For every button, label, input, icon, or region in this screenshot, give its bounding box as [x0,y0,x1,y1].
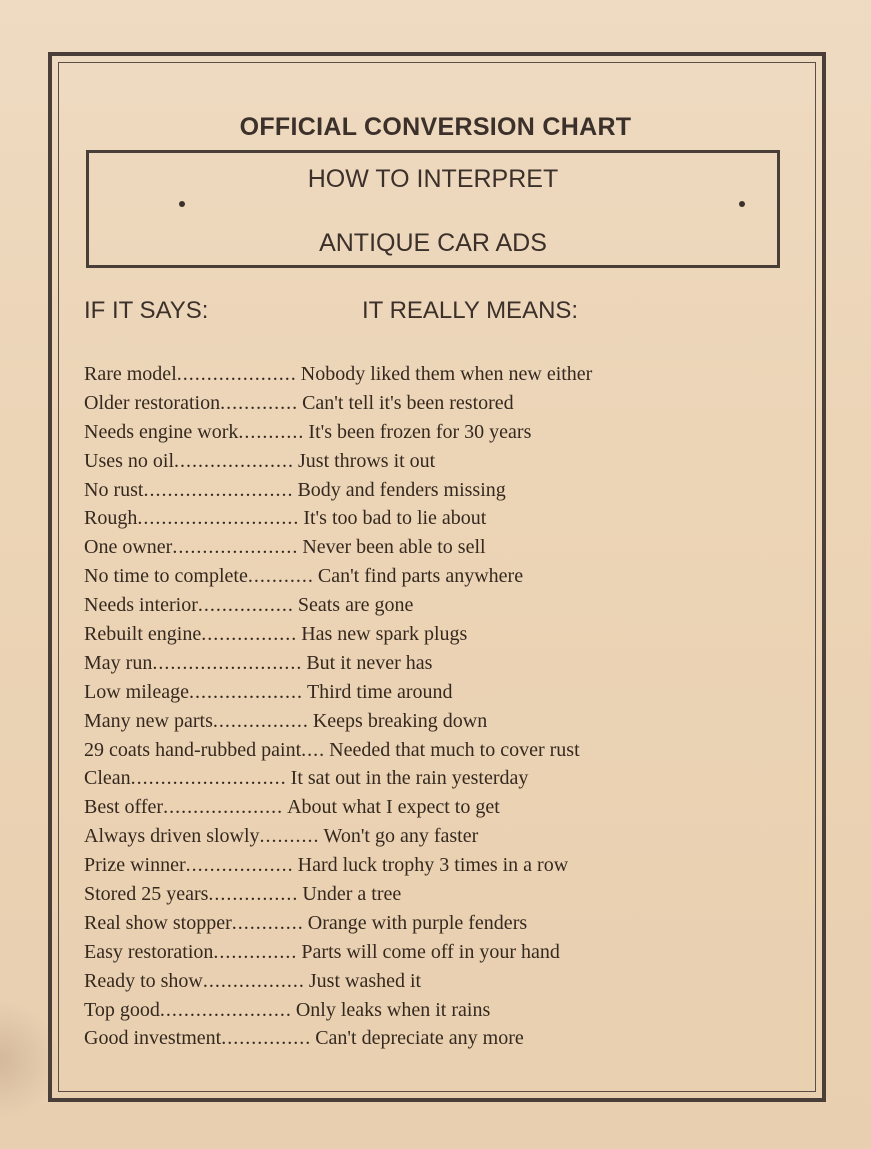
list-item [84,880,784,909]
subtitle-box [86,150,780,268]
says-text: Rough [84,507,138,530]
list-item [84,476,784,505]
means-text: Nobody liked them when new either [300,363,593,385]
says-text: Always driven slowly [84,825,260,848]
leader-dots: .............. [213,940,298,963]
means-text: Just throws it out [298,449,436,472]
means-text: Can't find parts anywhere [317,565,524,588]
leader-dots: ........................... [137,507,300,530]
leader-dots: .................. [185,854,294,877]
page-title: OFFICIAL CONVERSION CHART [239,113,632,141]
says-text: No time to complete [84,565,248,588]
says-text: Many new parts [84,709,213,732]
leader-dots: ................... [188,680,303,703]
column-header-means: IT REALLY MEANS: [362,297,579,324]
list-item [84,533,784,562]
says-text: Ready to show [84,969,203,992]
list-item [84,504,784,533]
says-text: 29 coats hand-rubbed paint [84,738,302,761]
says-text: Uses no oil [84,449,174,472]
list-item [84,793,784,822]
leader-dots: .... [301,738,326,761]
list-item [84,764,784,793]
list-item [84,1024,784,1053]
leader-dots: ........... [247,565,314,588]
leader-dots: ............... [221,1027,312,1050]
leader-dots: ................. [202,969,305,992]
says-text: Rebuilt engine [84,623,202,646]
list-item [84,678,784,707]
leader-dots: ..................... [172,536,299,559]
leader-dots: ................ [201,623,298,646]
says-text: Clean [84,767,131,790]
list-item [84,389,784,418]
subtitle-line-1: HOW TO INTERPRET [307,165,559,193]
means-text: Can't depreciate any more [315,1027,524,1050]
list-item [84,967,784,996]
list-item [84,562,784,591]
paper-stain [0,1000,60,1120]
bullet-dot-icon [179,201,185,207]
leader-dots: .......................... [130,767,287,790]
list-item [84,996,784,1025]
says-text: Prize winner [84,854,186,877]
bullet-dot-icon [739,201,745,207]
means-text: Under a tree [302,883,402,906]
leader-dots: ................ [197,594,294,617]
means-text: Can't tell it's been restored [302,391,514,414]
leader-dots: .................... [176,363,297,385]
says-text: Rare model [84,363,177,385]
says-text: Low mileage [84,680,189,703]
means-text: Keeps breaking down [312,709,488,732]
list-item [84,360,784,389]
says-text: No rust [84,478,144,501]
means-text: It sat out in the rain yesterday [290,767,529,790]
leader-dots: ......................... [143,478,294,501]
says-text: Needs engine work [84,420,239,443]
means-text: It's been frozen for 30 years [308,420,532,443]
leader-dots: .......... [259,825,320,848]
list-item [84,851,784,880]
means-text: But it never has [306,651,433,674]
says-text: Good investment [84,1027,222,1050]
means-text: Third time around [306,680,453,703]
means-text: Body and fenders missing [297,478,506,501]
means-text: Orange with purple fenders [307,911,528,934]
says-text: Easy restoration [84,940,214,963]
leader-dots: ................ [212,709,309,732]
list-item [84,591,784,620]
leader-dots: ...................... [159,998,292,1021]
conversion-list [84,360,784,1053]
leader-dots: ............... [208,883,299,906]
says-text: Best offer [84,796,164,819]
means-text: Seats are gone [297,594,414,617]
leader-dots: ......................... [152,651,303,674]
leader-dots: ............. [220,391,299,414]
means-text: Never been able to sell [302,536,486,559]
leader-dots: ............ [231,911,304,934]
means-text: Parts will come off in your hand [301,940,560,963]
leader-dots: .................... [174,449,294,472]
means-text: Needed that much to cover rust [329,738,580,761]
says-text: Top good [84,998,160,1021]
says-text: Older restoration [84,391,221,414]
says-text: Needs interior [84,594,198,617]
says-text: Real show stopper [84,911,232,934]
leader-dots: ........... [238,420,305,443]
list-item [84,736,784,765]
leader-dots: .................... [163,796,284,819]
means-text: Only leaks when it rains [295,998,491,1021]
list-item [84,418,784,447]
list-item [84,447,784,476]
means-text: Won't go any faster [323,825,479,848]
list-item [84,909,784,938]
says-text: Stored 25 years [84,883,209,906]
list-item [84,649,784,678]
means-text: It's too bad to lie about [303,507,487,530]
says-text: May run [84,651,153,674]
list-item [84,938,784,967]
means-text: About what I expect to get [287,796,500,819]
says-text: One owner [84,536,173,559]
means-text: Just washed it [308,969,422,992]
list-item [84,822,784,851]
subtitle-line-2: ANTIQUE CAR ADS [319,229,547,257]
means-text: Hard luck trophy 3 times in a row [297,854,569,877]
list-item [84,707,784,736]
list-item [84,620,784,649]
column-header-says: IF IT SAYS: [84,297,209,324]
means-text: Has new spark plugs [301,623,468,646]
